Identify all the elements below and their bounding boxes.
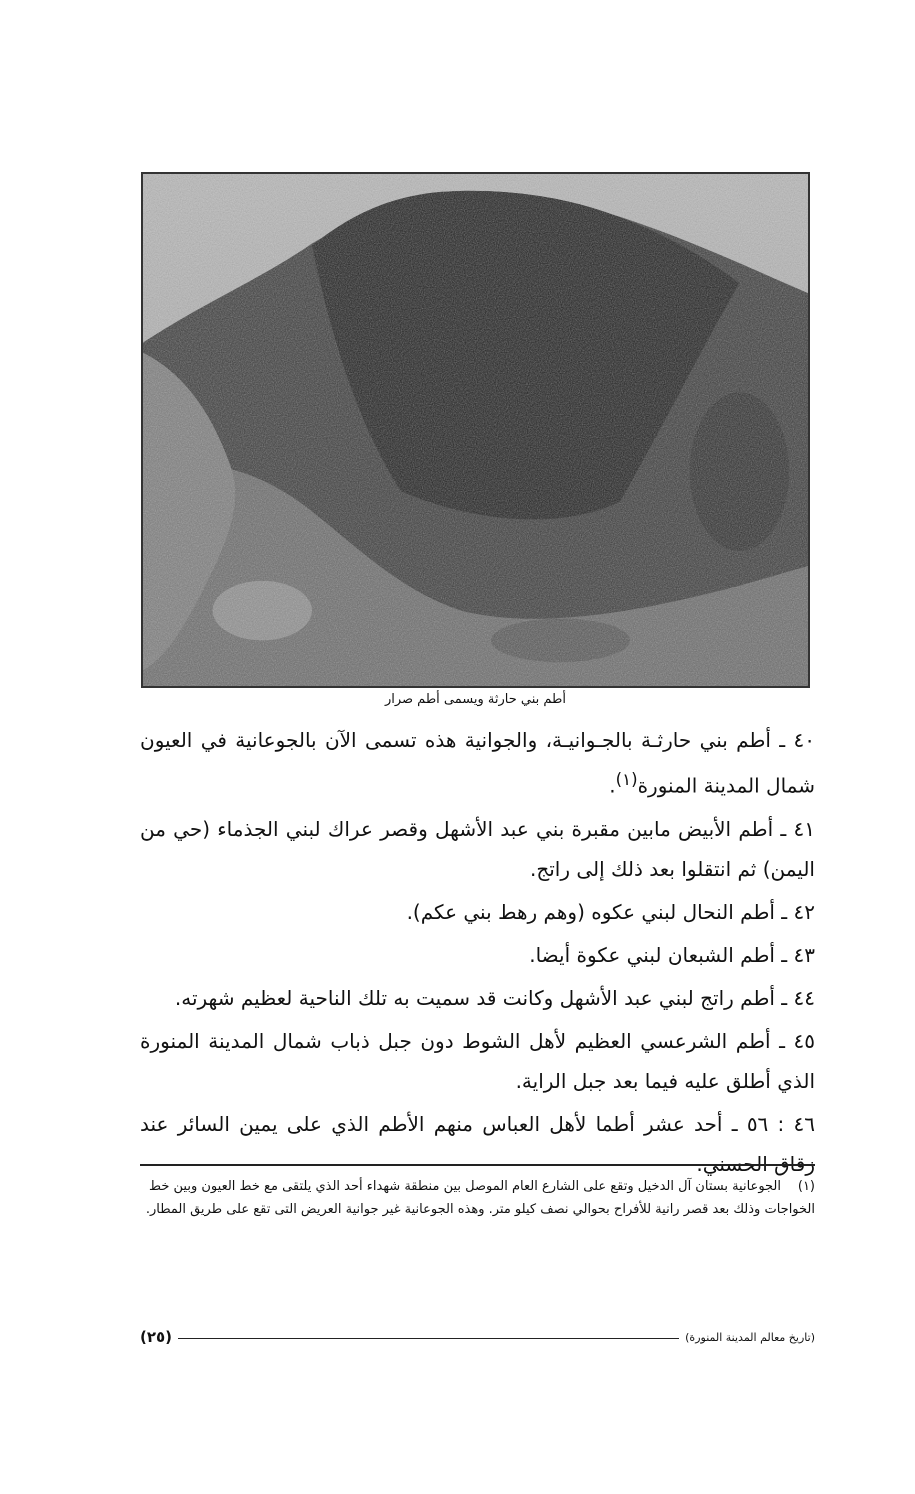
list-item: ٤٥ ـ أطم الشرعسي العظيم لأهل الشوط دون جبل ذباب شمال المدينة المنورة الذي أطلق عليه فيما بعد جبل الراية. (140, 1028, 815, 1093)
entry-text: ٤٠ ـ أطم بني حارثـة بالجـوانيـة، والجوانية هذه تسمى الآن بالجوعانية في العيون شمال المدينة المنورة (140, 728, 815, 798)
footnote-mark: (١) (797, 1179, 815, 1194)
list-item (140, 720, 815, 806)
footer-line (178, 1338, 679, 1339)
photo-caption: أطم بني حارثة ويسمى أطم صرار (384, 692, 567, 707)
hill-photo (141, 172, 810, 688)
entry-end: . (609, 773, 616, 798)
footnote-ref: (١) (615, 770, 638, 789)
atam-list (140, 720, 815, 1187)
book-title: (تاريخ معالم المدينة المنورة) (685, 1330, 815, 1344)
list-item: ٤٦ : ٥٦ ـ أحد عشر أطما لأهل العباس منهم الأطم الذي على يمين السائر عند زقاق الحسني. (140, 1111, 815, 1176)
list-item: ٤٣ ـ أطم الشبعان لبني عكوة أيضا. (529, 942, 815, 967)
footnote (140, 1175, 815, 1221)
footnote-divider (140, 1164, 815, 1166)
page-number: (٢٥) (140, 1328, 173, 1346)
list-item: ٤٤ ـ أطم راتج لبني عبد الأشهل وكانت قد سميت به تلك الناحية لعظيم شهرته. (174, 985, 815, 1010)
list-item: ٤١ ـ أطم الأبيض مابين مقبرة بني عبد الأشهل وقصر عراك لبني الجذماء (حي من اليمن) ثم انتقلوا بعد ذلك إلى راتج. (140, 816, 815, 881)
hill-photo-image (143, 174, 808, 686)
running-footer (140, 1326, 815, 1348)
list-item: ٤٢ ـ أطم النحال لبني عكوه (وهم رهط بني عكم). (406, 899, 815, 924)
footnote-text: الجوعانية بستان آل الدخيل وتقع على الشارع العام الموصل بين منطقة شهداء أحد الذي يلتقى مع خط العيون وبين خط الخواجات وذلك بعد قصر رانية للأفراح بحوالي نصف كيلو متر. وهذه الجوعانية غير جوانية العريض التى تقع على طريق المطار. (145, 1179, 815, 1217)
